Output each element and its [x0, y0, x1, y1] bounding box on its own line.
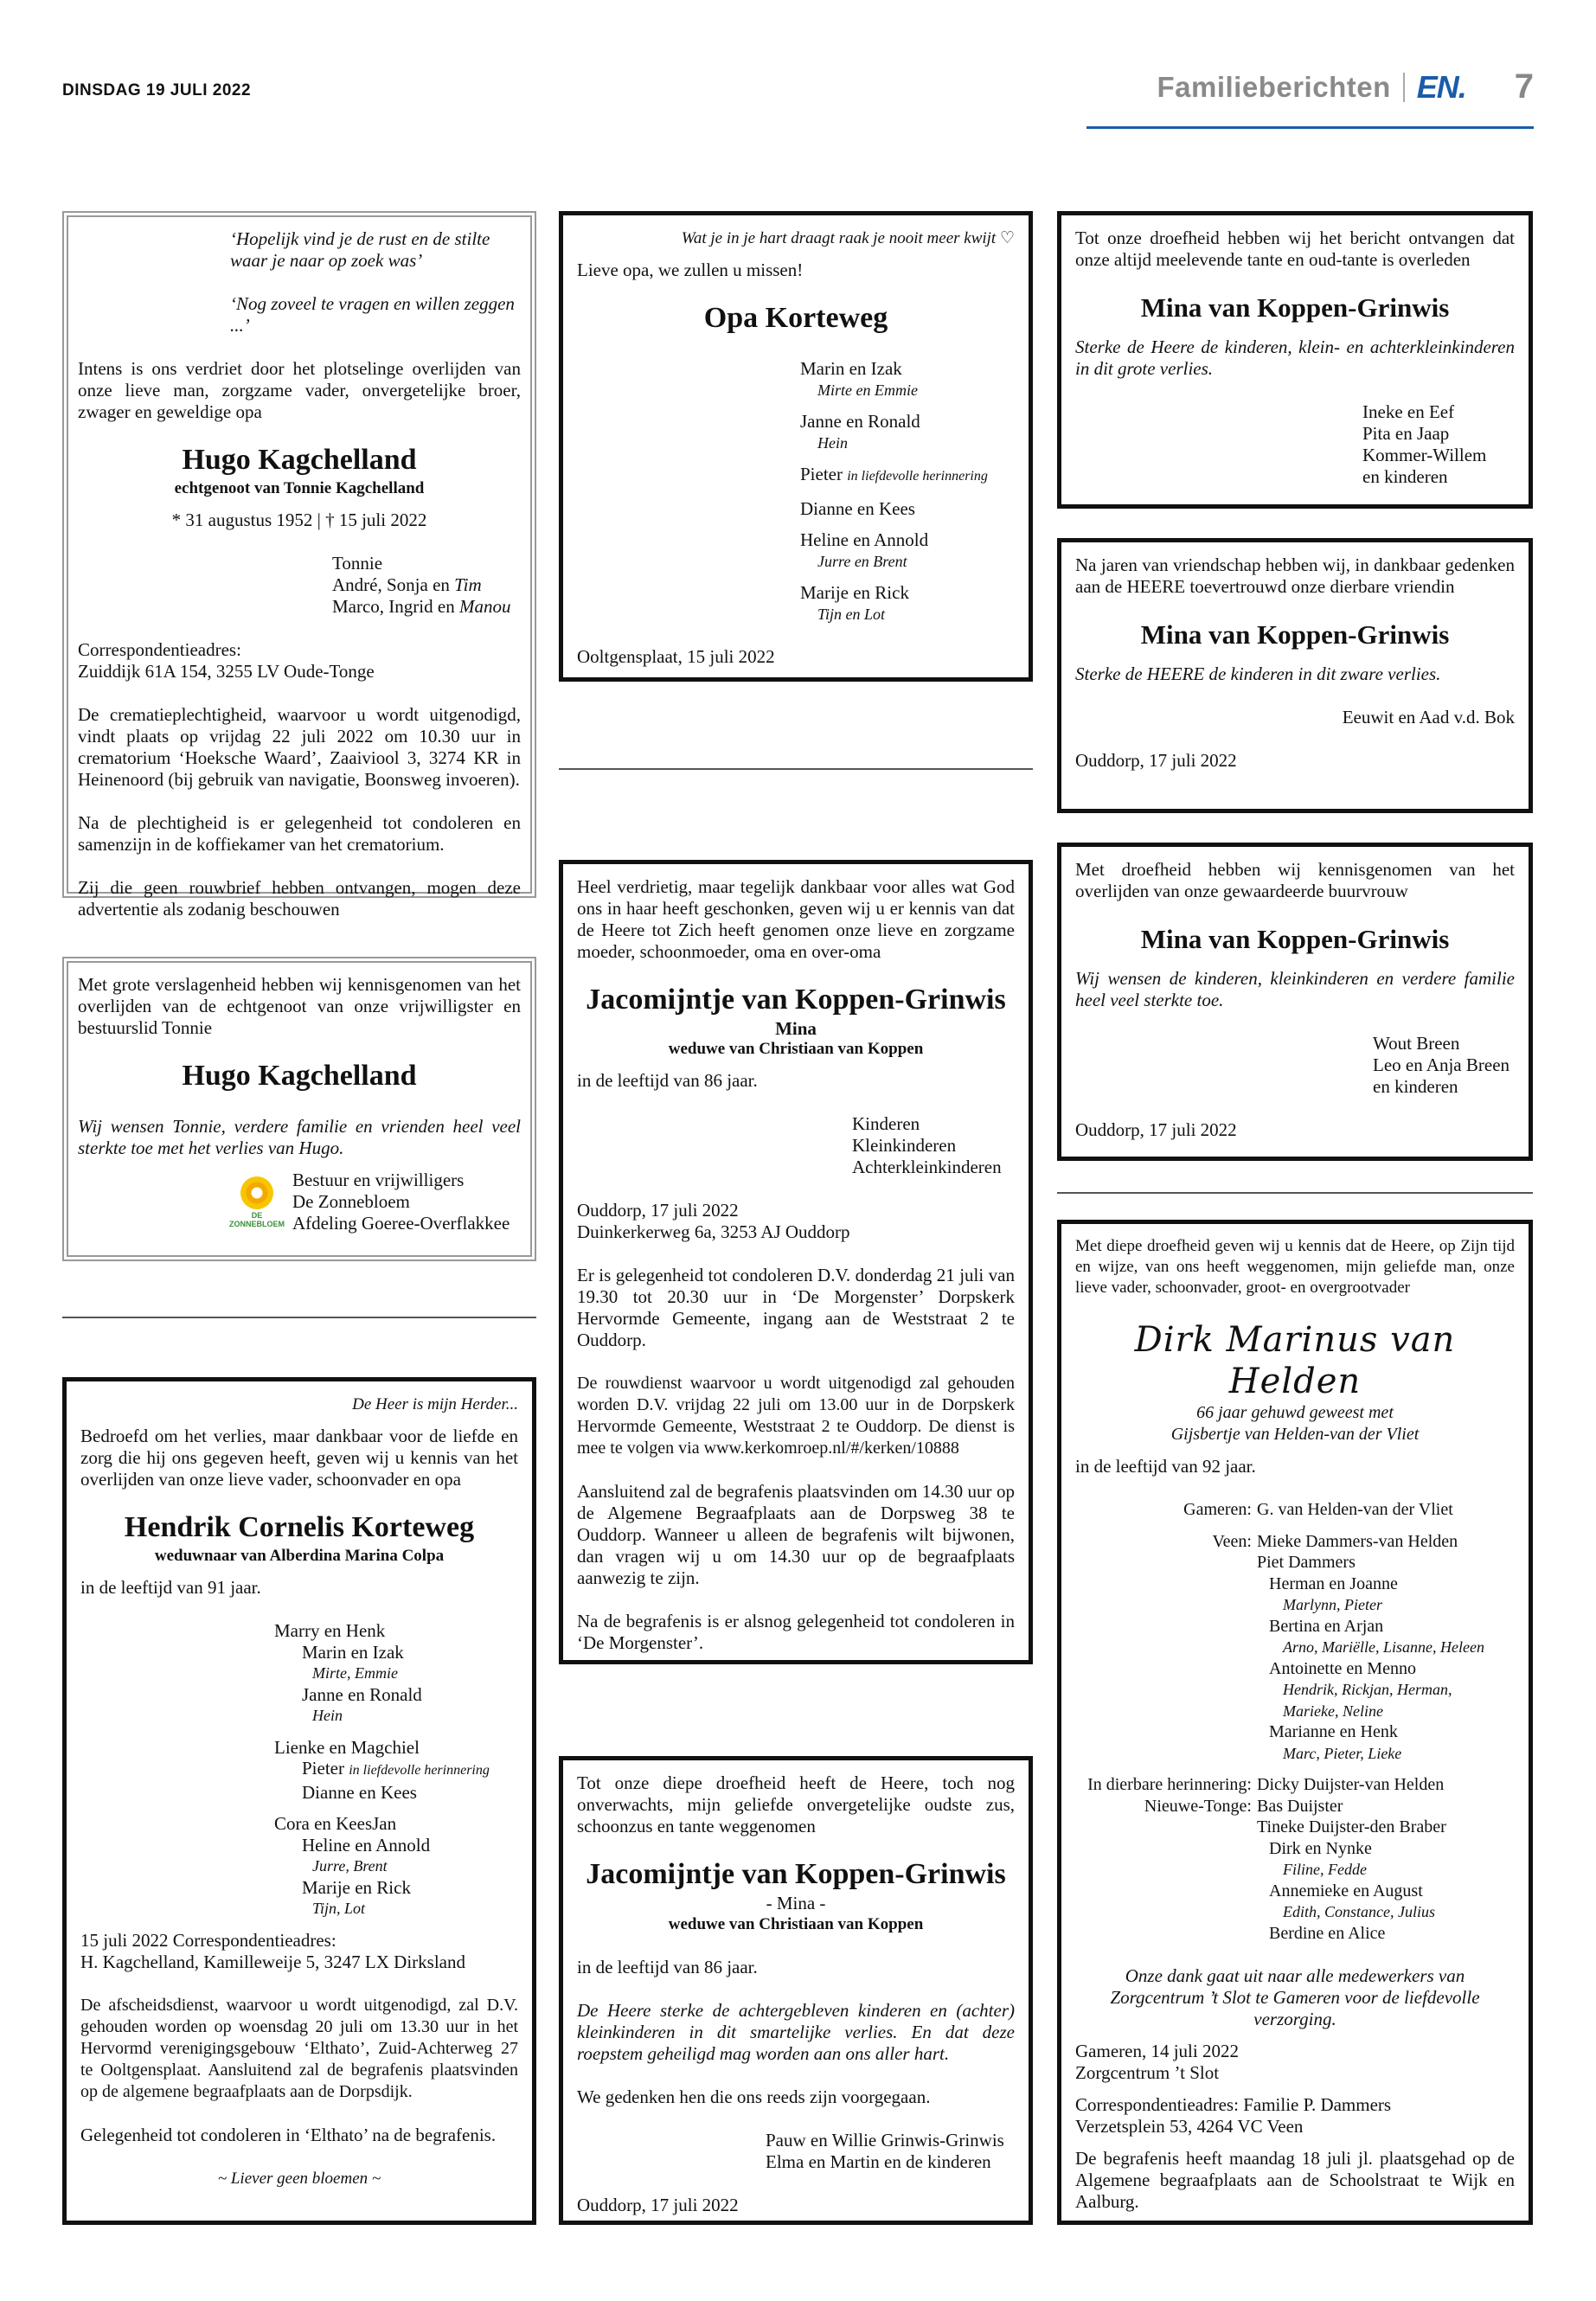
family-member: Janne en Ronald — [800, 411, 920, 432]
family-member: Marieke, Neline — [1283, 1702, 1383, 1720]
signatory: Pauw en Willie Grinwis-Grinwis — [766, 2130, 1004, 2150]
family-member: Marc, Pieter, Lieke — [1283, 1744, 1402, 1762]
spacer — [1075, 1838, 1257, 1860]
signatory-child: Tim — [454, 574, 482, 595]
signatory: Tonnie — [332, 553, 383, 574]
sympathy-message: Wij wensen Tonnie, verdere familie en vrienden heel veel sterkte toe met het verlies van Hugo. — [78, 1116, 521, 1158]
family-member: Hein — [817, 433, 848, 452]
family-member: Mieke Dammers-van Helden — [1257, 1531, 1458, 1551]
spacer — [1075, 1637, 1257, 1658]
ceremony-info: De rouwdienst waarvoor u wordt uitgenodigd zal gehouden worden D.V. vrijdag 22 juli om 13.00 uur in de Dorpskerk Hervormde Gemeente, Weststraat 2 te Ouddorp. De dienst is mee te volgen via www.kerkomroep.nl/#/kerken/10888 — [577, 1374, 1015, 1458]
spacer — [1075, 1679, 1257, 1701]
family-member: Hendrik, Rickjan, Herman, — [1283, 1681, 1452, 1698]
family-member: Cora en KeesJan — [274, 1813, 397, 1834]
motto-line: ‘Nog zoveel te vragen en willen zeggen ...’ — [230, 293, 515, 336]
family-member: Tijn, Lot — [312, 1900, 366, 1917]
correspondence-address: H. Kagchelland, Kamilleweije 5, 3247 LX Dirksland — [80, 1951, 465, 1972]
after-info: Na de begrafenis is er alsnog gelegenheid tot condoleren in ‘De Morgenster’. — [577, 1611, 1015, 1653]
family-member: Berdine en Alice — [1269, 1923, 1386, 1943]
motto-line: Wat je in je hart draagt raak je nooit meer kwijt ♡ — [681, 229, 1015, 247]
page-date: DINSDAG 19 JULI 2022 — [62, 81, 252, 99]
ad-dirk-van-helden — [1057, 1220, 1533, 2225]
signatory: Kinderen — [852, 1113, 920, 1134]
signatory: Elma en Martin en de kinderen — [766, 2151, 991, 2172]
family-member: G. van Helden-van der Vliet — [1257, 1500, 1453, 1519]
ad-jacomijntje-sibling — [559, 1756, 1033, 2225]
signatory: Wout Breen — [1373, 1033, 1460, 1054]
correspondence-label: Correspondentieadres: Familie P. Dammers — [1075, 2094, 1392, 2115]
ad-intro: Met diepe droefheid geven wij u kennis dat de Heere, op Zijn tijd en wijze, van ons heeft weggenomen, mijn geliefde man, onze lieve vader, schoonvader, groot- en overgrootvader — [1075, 1237, 1515, 1297]
signatory: Kleinkinderen — [852, 1135, 957, 1156]
family-member: Antoinette en Menno — [1269, 1658, 1416, 1678]
ad-hendrik-korteweg — [62, 1377, 536, 2225]
age-line: in de leeftijd van 86 jaar. — [577, 1957, 758, 1977]
en-logo: EN. — [1416, 68, 1466, 105]
spacer — [1075, 1721, 1257, 1743]
married-line: 66 jaar gehuwd geweest met — [1196, 1403, 1394, 1422]
ad-jacomijntje-family — [559, 860, 1033, 1664]
ad-mina-vriendin — [1057, 538, 1533, 813]
family-member: Marlynn, Pieter — [1283, 1596, 1382, 1613]
page-header-right — [1157, 67, 1534, 106]
family-member: Tineke Duijster-den Braber — [1257, 1817, 1446, 1836]
family-member: Hein — [312, 1707, 343, 1724]
signatory: Afdeling Goeree-Overflakkee — [292, 1213, 510, 1234]
thanks-note: Onze dank gaat uit naar alle medewerkers van Zorgcentrum ’t Slot te Gameren voor de liefdevolle verzorging. — [1110, 1965, 1480, 2029]
place-date: Ouddorp, 17 juli 2022 — [1075, 1119, 1237, 1140]
signatory — [332, 574, 521, 596]
family-member: Janne en Ronald — [302, 1683, 422, 1705]
closing-note: Zij die geen rouwbrief hebben ontvangen, mogen deze advertentie als zodanig beschouwen — [78, 877, 521, 920]
sympathy-message: De Heere sterke de achtergebleven kinderen en (achter) kleinkinderen in dit smartelijke verlies. En dat deze roepstem geheiligd mag worden aan ons aller hart. — [577, 2000, 1015, 2064]
age-line: in de leeftijd van 86 jaar. — [577, 1070, 758, 1091]
deceased-name: Hugo Kagchelland — [182, 444, 417, 476]
spacer — [1075, 1574, 1257, 1595]
married-partner: Gijsbertje van Helden-van der Vliet — [1170, 1425, 1420, 1444]
signatory-text: André, Sonja en — [332, 574, 455, 595]
ad-intro: Lieve opa, we zullen u missen! — [577, 260, 804, 280]
deceased-name: Dirk Marinus van Helden — [1134, 1320, 1456, 1401]
family-member: Marin en Izak — [302, 1641, 404, 1663]
sympathy-message: Wij wensen de kinderen, kleinkinderen en verdere familie heel veel sterkte toe. — [1075, 968, 1515, 1010]
ad-intro: Tot onze diepe droefheid heeft de Heere, toch nog onverwachts, mijn geliefde onvergetelijke oudste zus, schoonzus en tante weggenomen — [577, 1772, 1015, 1836]
ceremony-info: De afscheidsdienst, waarvoor u wordt uitgenodigd, zal D.V. gehouden worden op woensdag 20 juli om 13.30 uur in het Hervormd verenigingsgebouw ‘Elthato’, Zuid-Achterweg 27 te Ooltgensplaat. Aansluitend zal de begrafenis plaatsvinden op de algemene begraafplaats aan de Dorpsdijk. — [80, 1995, 518, 2101]
place-date: Ouddorp, 17 juli 2022 — [1075, 750, 1237, 771]
signatory-child: Manou — [458, 596, 511, 617]
logo-text: DE ZONNEBLOEM — [229, 1211, 285, 1228]
remembrance-line: We gedenken hen die ons reeds zijn voorgegaan. — [577, 2086, 931, 2107]
spacer — [1075, 1701, 1257, 1722]
spacer — [1075, 1594, 1257, 1616]
life-dates: * 31 augustus 1952 | † 15 juli 2022 — [171, 510, 427, 530]
deceased-name: Mina van Koppen-Grinwis — [1140, 924, 1450, 954]
in-memory-note: in liefdevolle herinnering — [847, 469, 988, 484]
signatory: Kommer-Willem — [1362, 445, 1487, 465]
motto-line: waar je naar op zoek was’ — [230, 250, 423, 271]
header-divider — [1403, 73, 1405, 102]
in-memory-note: in liefdevolle herinnering — [349, 1763, 490, 1778]
place-date: Ouddorp, 17 juli 2022 — [577, 2195, 739, 2215]
signatories — [577, 2130, 1015, 2173]
burial-info: De begrafenis heeft maandag 18 juli jl. plaatsgehad op de Algemene begraafplaats aan de Schoolstraat te Wijk en Aalburg. — [1075, 2148, 1515, 2212]
spacer — [1075, 1743, 1257, 1765]
family-member-name: Pieter — [800, 464, 848, 484]
signatory: De Zonnebloem — [292, 1191, 410, 1212]
family-member — [274, 1758, 518, 1782]
ad-hugo-family — [62, 211, 536, 920]
signatories — [78, 553, 521, 618]
motto-line: De Heer is mijn Herder... — [352, 1395, 518, 1413]
spouse-line: weduwnaar van Alberdina Marina Colpa — [154, 1547, 445, 1565]
column-divider — [1057, 1192, 1533, 1194]
signatories — [1075, 401, 1515, 488]
spouse-line: weduwe van Christiaan van Koppen — [668, 1040, 924, 1058]
deceased-name: Mina van Koppen-Grinwis — [1140, 292, 1450, 323]
family-place-label: In dierbare herinnering: — [1087, 1775, 1252, 1794]
burial-info: Aansluitend zal de begrafenis plaatsvinden om 14.30 uur op de Algemene Begraafplaats aan de Dorpsweg 38 te Ouddorp. Wanneer u alleen de begrafenis wilt bijwonen, dan vragen wij u om 14.30 uur op de begraafplaats aanwezig te zijn. — [577, 1481, 1015, 1588]
spacer — [1075, 1552, 1257, 1574]
family-member-name: Pieter — [302, 1758, 349, 1779]
deceased-name: Jacomijntje van Koppen-Grinwis — [586, 984, 1006, 1016]
ad-mina-buurvrouw — [1057, 843, 1533, 1161]
spacer — [1075, 1616, 1257, 1638]
family-list — [577, 358, 1015, 625]
spacer — [1075, 1817, 1257, 1838]
family-member: Dicky Duijster-van Helden — [1257, 1775, 1445, 1794]
deceased-name: Jacomijntje van Koppen-Grinwis — [586, 1858, 1006, 1890]
nickname: - Mina - — [766, 1893, 826, 1913]
family-list — [1075, 1499, 1515, 1944]
family-member: Annemieke en August — [1269, 1881, 1423, 1900]
family-member: Dianne en Kees — [302, 1781, 417, 1803]
page-number: 7 — [1514, 67, 1534, 106]
family-member: Herman en Joanne — [1269, 1574, 1398, 1593]
ad-intro: Met droefheid hebben wij kennisgenomen van het overlijden van onze gewaardeerde buurvrouw — [1075, 859, 1515, 901]
signatories — [1075, 1033, 1515, 1098]
nickname: Mina — [775, 1018, 817, 1039]
signatory-text: Marco, Ingrid en — [332, 596, 459, 617]
family-member: Lienke en Magchiel — [274, 1736, 420, 1758]
family-member: Jurre en Brent — [817, 552, 907, 570]
place-date: Ouddorp, 17 juli 2022 — [577, 1200, 739, 1221]
signature-block — [78, 1170, 521, 1239]
place-date: Gameren, 14 juli 2022 — [1075, 2041, 1239, 2061]
family-member: Bas Duijster — [1257, 1796, 1343, 1816]
family-member: Marianne en Henk — [1269, 1722, 1398, 1741]
spouse-line: weduwe van Christiaan van Koppen — [668, 1915, 924, 1933]
spacer — [1075, 1881, 1257, 1902]
column-divider — [559, 768, 1033, 770]
condolence-info: Gelegenheid tot condoleren in ‘Elthato’ na de begrafenis. — [80, 2124, 497, 2145]
deceased-name: Hendrik Cornelis Korteweg — [124, 1511, 475, 1543]
zonnebloem-logo — [229, 1176, 285, 1239]
family-member: Dirk en Nynke — [1269, 1838, 1372, 1858]
condolence-info: Na de plechtigheid is er gelegenheid tot condoleren en samenzijn in de koffiekamer van het crematorium. — [78, 812, 521, 855]
family-member: Dianne en Kees — [800, 497, 915, 519]
ad-intro: Met grote verslagenheid hebben wij kennisgenomen van het overlijden van de echtgenoot van onze vrijwilligster en bestuurslid Tonnie — [78, 974, 521, 1038]
home-address: Duinkerkerweg 6a, 3253 AJ Ouddorp — [577, 1221, 850, 1242]
age-line: in de leeftijd van 91 jaar. — [80, 1577, 261, 1598]
flowers-note: ~ Liever geen bloemen ~ — [217, 2169, 381, 2188]
motto-line: ‘Hopelijk vind je de rust en de stilte — [230, 228, 490, 249]
condolence-info: Er is gelegenheid tot condoleren D.V. donderdag 21 juli van 19.30 tot 20.30 uur in ‘De Morgenster’ Dorpskerk Hervormde Gemeente, ingang aan de Weststraat 2 te Ouddorp. — [577, 1265, 1015, 1350]
correspondence-address: Verzetsplein 53, 4264 VC Veen — [1075, 2116, 1304, 2137]
signatory: Eeuwit en Aad v.d. Bok — [1342, 707, 1515, 727]
family-place-label: Nieuwe-Tonge: — [1144, 1796, 1252, 1816]
spacer — [1075, 1658, 1257, 1680]
family-member: Bertina en Arjan — [1269, 1616, 1384, 1636]
signatory: Ineke en Eef — [1362, 401, 1455, 422]
signatory: Bestuur en vrijwilligers — [292, 1170, 465, 1190]
family-member: Heline en Annold — [302, 1834, 431, 1856]
section-title: Familieberichten — [1157, 70, 1391, 103]
correspondence-label: Correspondentieadres: — [78, 639, 241, 660]
place-date: Ooltgensplaat, 15 juli 2022 — [577, 646, 775, 667]
sunflower-icon — [240, 1176, 273, 1209]
signatory: en kinderen — [1373, 1076, 1458, 1097]
spacer — [1075, 1901, 1257, 1923]
ad-intro: Heel verdrietig, maar tegelijk dankbaar voor alles wat God ons in haar heeft geschonken, geven wij u er kennis van dat de Heere tot Zich heeft genomen onze lieve en zorgzame moeder, schoonmoeder, oma en over-oma — [577, 876, 1015, 962]
family-member: Marry en Henk — [274, 1620, 386, 1641]
ad-intro: Bedroefd om het verlies, maar dankbaar voor de liefde en zorg die hij ons gegeven heeft, geven wij u kennis van het overlijden van onze lieve vader, schoonvader en opa — [80, 1426, 518, 1490]
family-list — [80, 1620, 518, 1920]
spouse-line: echtgenoot van Tonnie Kagchelland — [174, 479, 425, 497]
ad-intro: Tot onze droefheid hebben wij het bericht ontvangen dat onze altijd meelevende tante en oud-tante is overleden — [1075, 228, 1515, 270]
signatories — [577, 1113, 1015, 1178]
family-member: Edith, Constance, Julius — [1283, 1903, 1435, 1920]
age-line: in de leeftijd van 92 jaar. — [1075, 1456, 1256, 1477]
ad-intro: Na jaren van vriendschap hebben wij, in dankbaar gedenken aan de HEERE toevertrouwd onze dierbare vriendin — [1075, 554, 1515, 597]
deceased-name: Mina van Koppen-Grinwis — [1140, 619, 1450, 650]
family-place-label: Gameren: — [1183, 1500, 1252, 1519]
signatory: en kinderen — [1362, 466, 1448, 487]
ad-mina-tante — [1057, 211, 1533, 509]
family-member: Marije en Rick — [800, 582, 909, 603]
spacer — [1075, 1923, 1257, 1945]
ad-intro: Intens is ons verdriet door het plotselinge overlijden van onze lieve man, zorgzame vader, onvergetelijke broer, zwager en geweldige opa — [78, 358, 521, 422]
family-member: Jurre, Brent — [312, 1857, 388, 1875]
family-member: Mirte en Emmie — [817, 381, 918, 399]
sympathy-message: Sterke de Heere de kinderen, klein- en achterkleinkinderen in dit grote verlies. — [1075, 336, 1515, 379]
deceased-name: Opa Korteweg — [703, 302, 888, 334]
ad-opa-korteweg — [559, 211, 1033, 682]
ad-hugo-zonnebloem — [62, 957, 536, 1261]
deceased-name: Hugo Kagchelland — [182, 1060, 417, 1092]
family-member: Marije en Rick — [302, 1876, 411, 1898]
family-member: Piet Dammers — [1257, 1553, 1356, 1572]
ceremony-info: De crematieplechtigheid, waarvoor u wordt uitgenodigd, vindt plaats op vrijdag 22 juli 2022 om 10.30 uur in crematorium ‘Hoeksche Waard’, Zaaiviool 3, 3274 KR in Heinenoord (bij gebruik van navigatie, Boonsweg invoeren). — [78, 704, 521, 790]
family-place-label: Veen: — [1212, 1531, 1252, 1551]
signatory — [332, 596, 521, 618]
spacer — [1075, 1859, 1257, 1881]
correspondence-address: Zuiddijk 61A 154, 3255 LV Oude-Tonge — [78, 661, 375, 682]
family-member: Tijn en Lot — [817, 605, 886, 623]
correspondence-label: 15 juli 2022 Correspondentieadres: — [80, 1929, 337, 1951]
sympathy-message: Sterke de HEERE de kinderen in dit zware verlies. — [1075, 663, 1441, 684]
family-member — [800, 464, 1015, 488]
signatory: Pita en Jaap — [1362, 423, 1450, 444]
family-member: Filine, Fedde — [1283, 1861, 1367, 1878]
signatory: Leo en Anja Breen — [1373, 1054, 1510, 1075]
family-member: Arno, Mariëlle, Lisanne, Heleen — [1283, 1638, 1484, 1656]
header-rule — [1086, 126, 1534, 129]
family-member: Marin en Izak — [800, 358, 902, 379]
signatory: Achterkleinkinderen — [852, 1157, 1002, 1177]
column-divider — [62, 1317, 536, 1318]
signatories — [292, 1170, 510, 1234]
care-home: Zorgcentrum ’t Slot — [1075, 2062, 1220, 2083]
family-member: Mirte, Emmie — [312, 1664, 398, 1682]
family-member: Heline en Annold — [800, 529, 929, 550]
